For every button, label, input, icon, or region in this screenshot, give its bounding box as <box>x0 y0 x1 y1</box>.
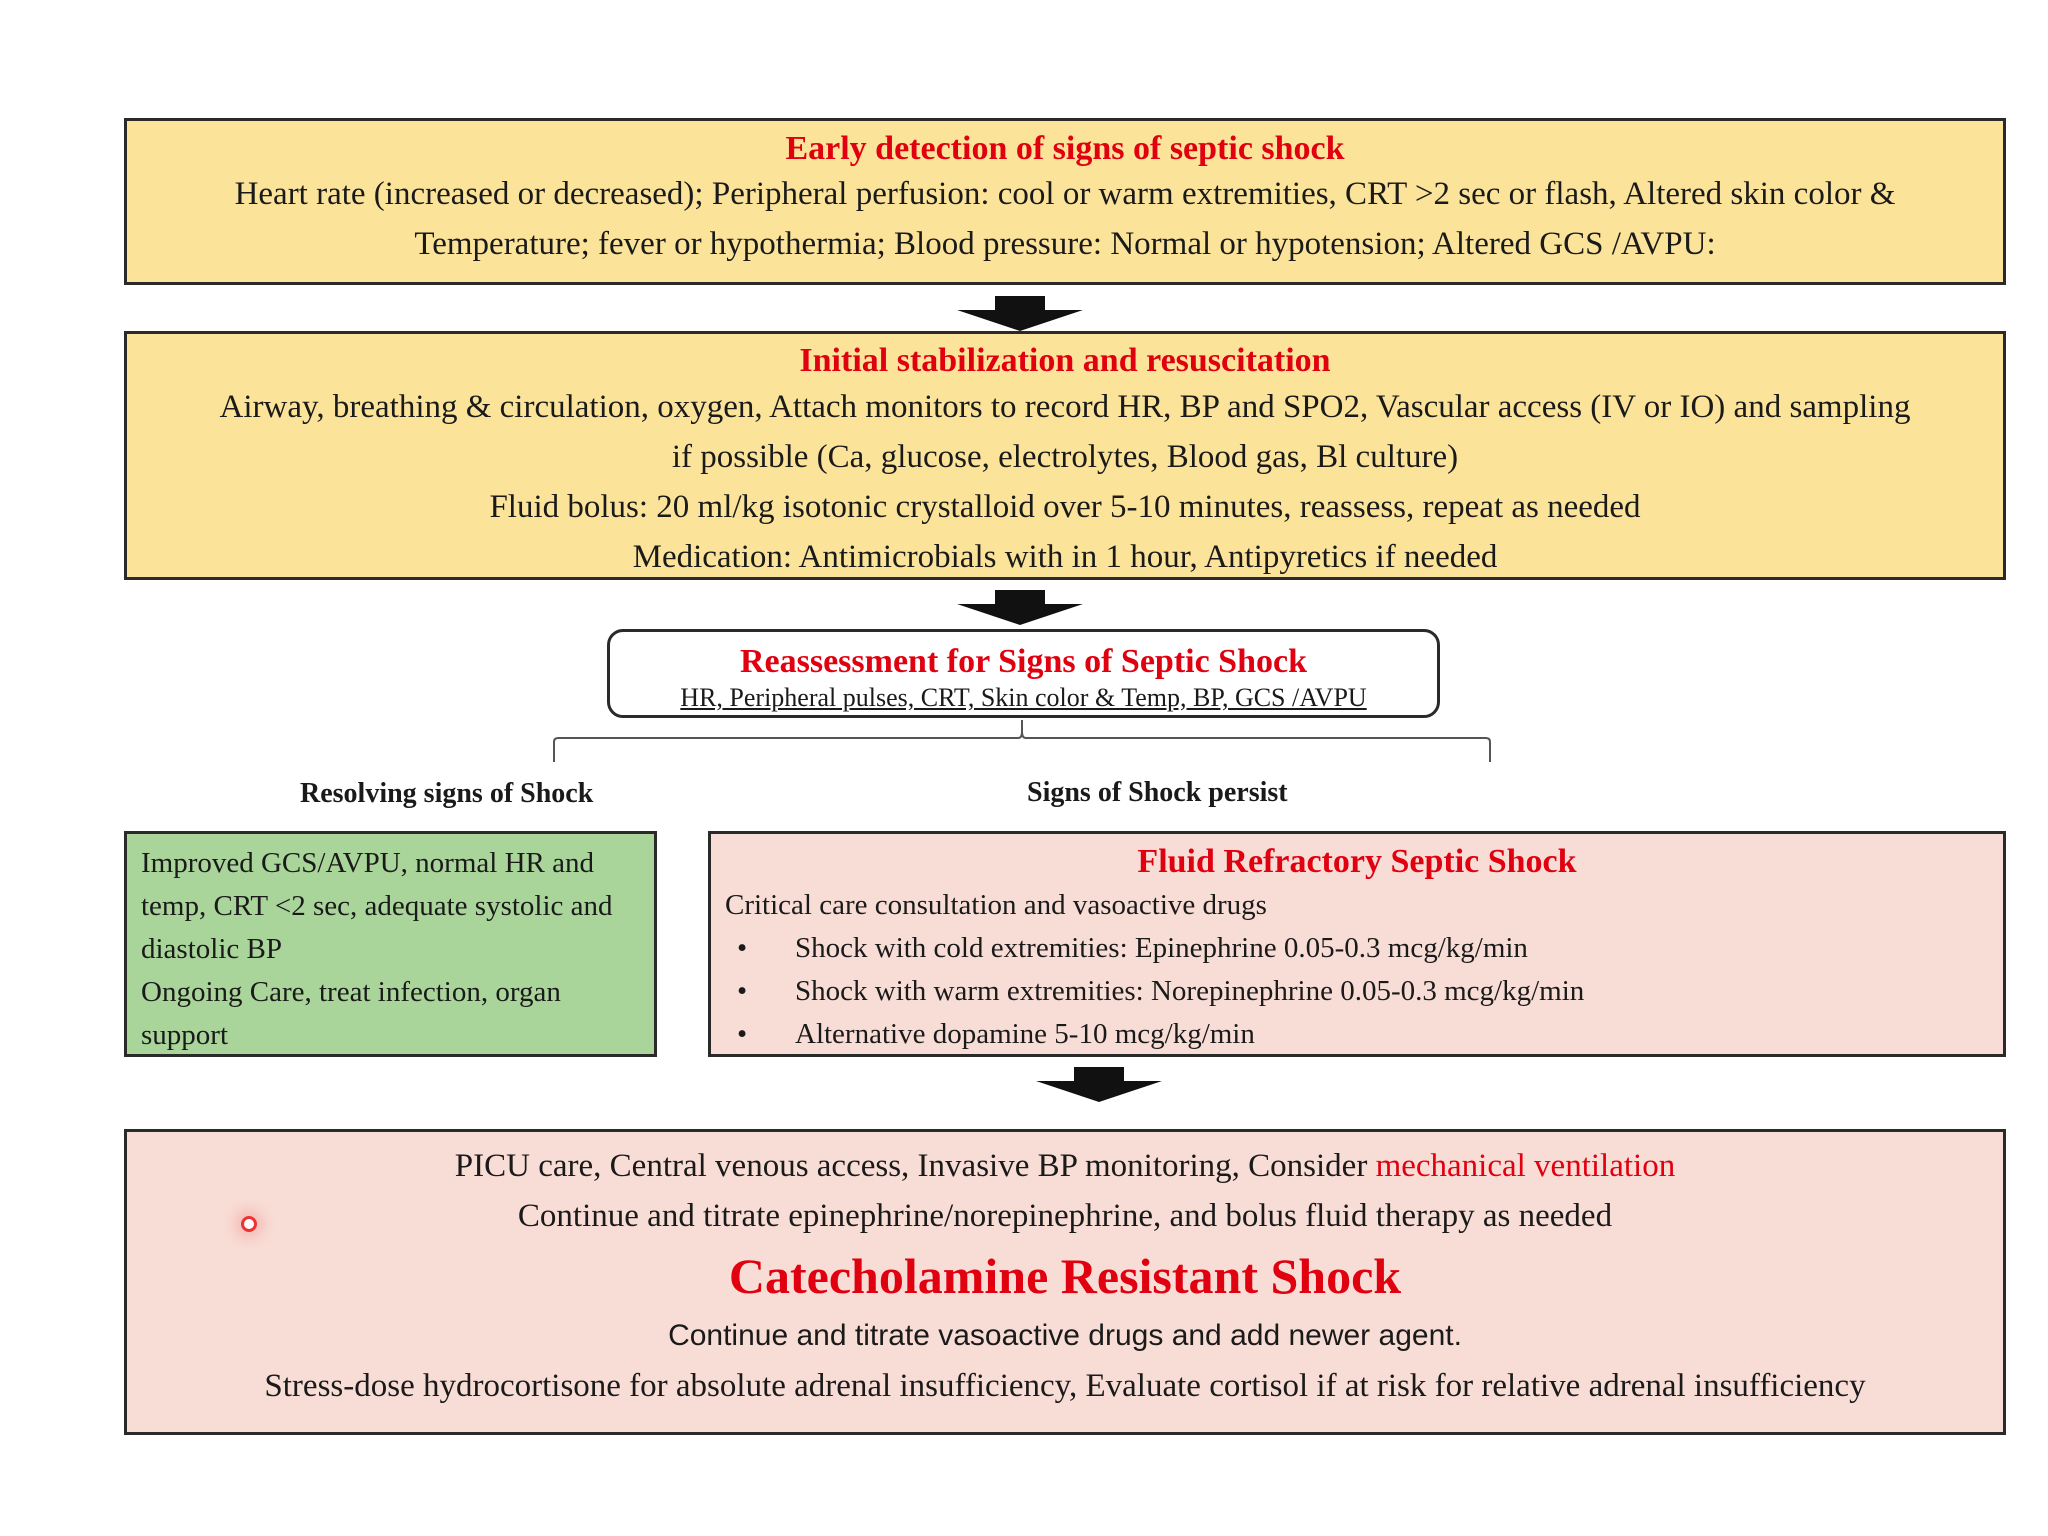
resolving-line-4: Ongoing Care, treat infection, organ <box>141 976 561 1008</box>
list-item-text: Shock with warm extremities: Norepinephrine 0.05-0.3 mcg/kg/min <box>795 975 1585 1007</box>
catecholamine-line-2: Continue and titrate epinephrine/norepinephrine, and bolus fluid therapy as needed <box>517 1198 1613 1234</box>
bullet-icon: • <box>737 1018 748 1050</box>
resolving-line-2: temp, CRT <2 sec, adequate systolic and <box>141 890 613 922</box>
initial-stabilization-line-4: Medication: Antimicrobials with in 1 hour, Antipyretics if needed <box>632 539 1498 575</box>
early-detection-line-1: Heart rate (increased or decreased); Peripheral perfusion: cool or warm extremities, CRT >2 sec or flash, Altered skin color & <box>234 176 1896 212</box>
list-item-text: Alternative dopamine 5-10 mcg/kg/min <box>795 1018 1255 1050</box>
branch-bracket <box>548 718 1498 764</box>
early-detection-line-2: Temperature; fever or hypothermia; Blood pressure: Normal or hypotension; Altered GCS /AVPU: <box>414 226 1716 262</box>
vasoactive-drug-list <box>725 927 1989 1056</box>
list-item <box>725 1013 1989 1056</box>
initial-stabilization-line-1: Airway, breathing & circulation, oxygen, Attach monitors to record HR, BP and SPO2, Vascular access (IV or IO) and sampling <box>219 389 1911 425</box>
catecholamine-line-4: Stress-dose hydrocortisone for absolute adrenal insufficiency, Evaluate cortisol if at risk for relative adrenal insufficiency <box>264 1368 1866 1404</box>
list-item <box>725 927 1989 970</box>
cursor-indicator-icon <box>241 1216 257 1232</box>
reassessment-box <box>607 629 1440 718</box>
initial-stabilization-title: Initial stabilization and resuscitation <box>799 342 1331 379</box>
resolving-branch-label: Resolving signs of Shock <box>300 778 594 809</box>
catecholamine-line-3: Continue and titrate vasoactive drugs and add newer agent. <box>668 1319 1462 1352</box>
initial-stabilization-line-3: Fluid bolus: 20 ml/kg isotonic crystalloid over 5-10 minutes, reassess, repeat as needed <box>489 489 1641 525</box>
resolving-line-1: Improved GCS/AVPU, normal HR and <box>141 847 594 879</box>
fluid-refractory-title: Fluid Refractory Septic Shock <box>1137 843 1577 880</box>
reassessment-title: Reassessment for Signs of Septic Shock <box>739 643 1307 680</box>
initial-stabilization-box <box>124 331 2006 580</box>
mechanical-ventilation-text: mechanical ventilation <box>1375 1148 1676 1184</box>
bullet-icon: • <box>737 932 748 964</box>
list-item-text: Shock with cold extremities: Epinephrine 0.05-0.3 mcg/kg/min <box>795 932 1528 964</box>
catecholamine-line-1-text: PICU care, Central venous access, Invasive BP monitoring, Consider <box>454 1148 1376 1184</box>
catecholamine-resistant-box <box>124 1129 2006 1435</box>
early-detection-title: Early detection of signs of septic shock <box>785 130 1345 167</box>
initial-stabilization-line-2: if possible (Ca, glucose, electrolytes, Blood gas, Bl culture) <box>671 439 1459 475</box>
catecholamine-line-1 <box>127 1141 2003 1191</box>
resolving-line-5: support <box>141 1019 228 1051</box>
down-arrow-3 <box>1034 1067 1164 1103</box>
resolving-line-3: diastolic BP <box>141 933 282 965</box>
bullet-icon: • <box>737 975 748 1007</box>
fluid-refractory-intro: Critical care consultation and vasoactive drugs <box>725 889 1267 921</box>
fluid-refractory-box <box>708 831 2006 1057</box>
list-item <box>725 970 1989 1013</box>
resolving-signs-box <box>124 831 657 1057</box>
down-arrow-2 <box>955 590 1085 626</box>
reassessment-subtitle: HR, Peripheral pulses, CRT, Skin color & Temp, BP, GCS /AVPU <box>680 683 1367 712</box>
persist-branch-label: Signs of Shock persist <box>1027 777 1288 808</box>
early-detection-box <box>124 118 2006 285</box>
down-arrow-1 <box>955 296 1085 332</box>
catecholamine-title: Catecholamine Resistant Shock <box>728 1248 1402 1304</box>
